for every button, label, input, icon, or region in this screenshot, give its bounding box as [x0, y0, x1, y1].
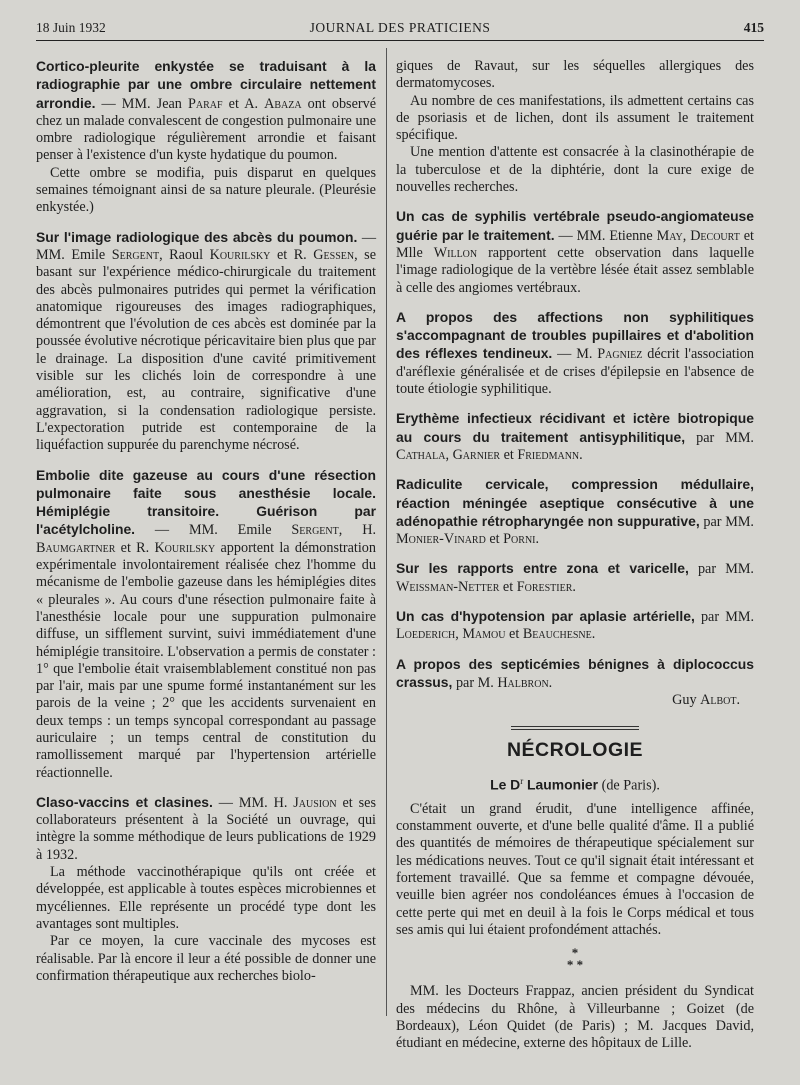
author-name: Gessen — [313, 246, 355, 263]
article-body: apportent la démonstration expérimentale involontairement réalisée chez l'homme du mécanisme de l'embolie gazeuse dans les hémiplégies dites « pleurales ». Au cours d'une résection pulmonaire faite à l'anesthésie locale pour une suppuration pulmonaire diffuse, un sifflement survint, suivi immédiatement d'une hémiplégie transitoire. L'observation a permis de constater : 1° que l'embolie était vraisemblablement constitué non pas par l'air, mais par une spume formé instantanément sur les parois de la veine ; 2° que les accidents survenaient en deux temps : un temps syncopal correspondant au passage auriculaire ; un temps central de constitution du ramollissement marqué par l'hypertension artérielle réactionnelle. — [36, 539, 376, 781]
author-name: Paraf — [187, 95, 223, 112]
paragraph: Une mention d'attente est consacrée à la clasinothérapie de la tuberculose et de la diphtérie, dont la cure exige de nouvelles recherches. — [396, 144, 754, 196]
section-divider — [511, 726, 639, 730]
left-column — [36, 58, 376, 985]
author-name: Garnier — [452, 446, 501, 463]
article-troubles-pupillaires: A propos des affections non syphilitiques s'accompagnant de troubles pupillaires et d'abolition des réflexes tendineux. — M. Pagniez décrit l'association d'aréflexie généralisée et de crises d'épilepsie en l'absence de toute étiologie syphilitique. — [396, 308, 754, 398]
article-cortico-pleurite: Cortico-pleurite enkystée se traduisant à la radiographie par une ombre circulaire nettement arrondie. — MM. Jean Paraf et A. Abaza ont observé chez un malade convalescent de congestion pulmonaire une ombre radiologique régulièrement arrondie et faisant penser à l'existence d'un kyste hydatique du poumon. — [36, 58, 376, 164]
paragraph: Au nombre de ces manifestations, ils admettent certains cas de psoriasis et de lichen, dont ils assument le traitement spécifique. — [396, 92, 754, 144]
article-claso-vaccins: Claso-vaccins et clasines. — MM. H. Jausion et ses collaborateurs présentent à la Société un ouvrage, qui intègre la somme méthodique de leurs publications de 1929 à 1932. — [36, 793, 376, 863]
article-hypotension: Un cas d'hypotension par aplasie artérielle, par MM. Loederich, Mamou et Beauchesne. — [396, 608, 754, 643]
article-body: et ses collaborateurs présentent à la Société un ouvrage, qui intègre la somme méthodique de leurs publications de 1929 à 1932. — [36, 794, 376, 863]
page-number: 415 — [743, 20, 764, 35]
paragraph: La méthode vaccinothérapique qu'ils ont créée et développée, est applicable à toutes espèces microbiennes et mycéliennes. Elle représente un procédé type dont les avantages sont multiples. — [36, 864, 376, 932]
paragraph: Par ce moyen, la cure vaccinale des mycoses est réalisable. Par là encore il leur a été possible de donner une confirmation thérapeutique aux recherches biolo- — [36, 933, 376, 984]
asterism: * * * — [566, 945, 584, 973]
running-header — [36, 16, 764, 41]
article-title: A propos des septicémies bénignes à diplococcus crassus, — [396, 655, 754, 690]
article-septicemies: A propos des septicémies bénignes à diplococcus crassus, par M. Halbron. — [396, 655, 754, 691]
author-name: Beauchesne — [522, 626, 592, 643]
author-name: Monier-Vinard — [396, 531, 486, 548]
author-name: Decourt — [690, 227, 740, 244]
header-journal-title: JOURNAL DES PRATICIENS — [309, 20, 491, 35]
obituary-subject: Le $D^r$ Laumonier (de Paris). — [490, 775, 660, 794]
author-name: Mamou — [462, 626, 506, 643]
article-body: ont observé chez un malade convalescent de congestion pulmonaire une ombre radiologique régulièrement arrondie et faisant penser à l'existence d'un kyste hydatique du poumon. — [36, 95, 376, 164]
author-name: Weissman-Netter — [396, 578, 500, 595]
author-name: Sergent — [111, 246, 160, 263]
author-name: Halbron — [497, 674, 549, 691]
necrologie-heading: NÉCROLOGIE — [506, 738, 644, 761]
article-title: Un cas de syphilis vertébrale pseudo-angiomateuse guérie par le traitement. — [396, 208, 754, 243]
article-title: Sur les rapports entre zona et varicelle, — [396, 560, 689, 577]
article-title: Embolie dite gazeuse au cours d'une résection pulmonaire faite sous anesthésie locale. Hémiplégie transitoire. Guérison par l'acétylcholine. — [36, 466, 376, 538]
author-name: Forestier — [516, 578, 573, 595]
article-body: , se basant sur l'expérience médico-chirurgicale du traitement des abcès pulmonaires putrides qui permet la vérification anatomique rigoureuses des images radiographiques, démontrent que l'évolution de ces abcès est dominée par la poussée évolutive nécrotique péricavitaire bien plus que par le drainage. La disposition d'une cavité primitivement visible sur les clichés loin de correspondre à une amélioration, est, au contraire, significative d'une aggravation, si la condensation radiologique persiste. L'expectoration putride est contemporaine de la liquéfaction suppurée du parenchyme nécrosé. — [36, 246, 376, 454]
author-name: Kourilsky — [154, 539, 216, 556]
author-name: Loederich — [396, 626, 456, 643]
author-name: Friedmann — [517, 446, 580, 463]
author-name: Porni — [503, 531, 536, 548]
author-name: Sergent — [291, 522, 339, 539]
article-title: Erythème infectieux récidivant et ictère biotropique au cours du traitement antisyphilitique, — [396, 410, 754, 445]
author-name: Pagniez — [597, 346, 643, 363]
article-zona-varicelle: Sur les rapports entre zona et varicelle, par MM. Weissman-Netter et Forestier. — [396, 560, 754, 595]
article-body: rapportent cette observation dans laquelle l'image radiologique de la vertèbre lésée était assez semblable à celle des angiomes vertébraux. — [396, 244, 754, 296]
author-name: Jausion — [293, 794, 337, 811]
article-radiculite: Radiculite cervicale, compression médullaire, réaction méningée aseptique consécutive à une adénopathie rétropharyngée non suppurative, par MM. Monier-Vinard et Porni. — [396, 476, 754, 548]
article-title: Claso-vaccins et clasines. — [36, 793, 213, 810]
article-title: Un cas d'hypotension par aplasie artérielle, — [396, 608, 695, 625]
article-title: Sur l'image radiologique des abcès du poumon. — [36, 228, 358, 245]
author-name: Kourilsky — [209, 246, 271, 263]
article-title: A propos des affections non syphilitiques s'accompagnant de troubles pupillaires et d'abolition des réflexes tendineux. — [396, 308, 754, 362]
article-syphilis-vertebrale: Un cas de syphilis vertébrale pseudo-angiomateuse guérie par le traitement. — MM. Etienne May, Decourt et Mlle Willon rapportent cette observation dans laquelle l'image radiologique de la vertèbre lésée était assez semblable à celle des angiomes vertébraux. — [396, 208, 755, 296]
paragraph: giques de Ravaut, sur les séquelles allergiques des dermatomycoses. — [396, 58, 754, 92]
article-erytheme: Erythème infectieux récidivant et ictère biotropique au cours du traitement antisyphilitique, par MM. Cathala, Garnier et Friedmann. — [396, 410, 754, 463]
article-embolie-gazeuse: Embolie dite gazeuse au cours d'une résection pulmonaire faite sous anesthésie locale. Hémiplégie transitoire. Guérison par l'acétylcholine. — MM. Emile Sergent, H. Baumgartner et R. Kourilsky apportent la démonstration expérimentale involontairement réalisée chez l'homme du mécanisme de l'embolie gazeuse dans les hémiplégies dites « pleurales ». Au cours d'une résection pulmonaire faite à l'anesthésie locale pour une suppuration pulmonaire diffuse, un sifflement survint, suivi immédiatement d'une hémiplégie transitoire. L'observation a permis de constater : 1° que l'embolie était vraisemblablement constitué non pas par l'air, mais par une spume formé instantanément sur les parois de la veine ; 2° que les accidents survenaient en deux temps : un temps syncopal correspondant au passage auriculaire ; un temps central de constitution du ramollissement marqué par l'hypertension artérielle réactionnelle. — [36, 466, 376, 781]
column-divider — [386, 48, 387, 1016]
obituary-text: C'était un grand érudit, d'une intelligence affinée, constamment ouverte, et d'une belle qualité d'âme. Il a publié des quantités de mémoires de thérapeutique spécialement sur les médications neuves. Tout ce qu'il signait était intéressant et fortement travaillé. Que sa femme et compagne dévouée, veuille bien agréer nos condoléances émues à l'occasion de cette perte qui met en deuil à la fois le Corps médical et tous ses amis qui lui étaient profondément attachés. — [396, 800, 754, 938]
article-title: Radiculite cervicale, compression médullaire, réaction méningée aseptique consécutive à une adénopathie rétropharyngée non suppurative, — [396, 476, 754, 529]
article-abces-poumon: Sur l'image radiologique des abcès du poumon. — MM. Emile Sergent, Raoul Kourilsky et R. Gessen, se basant sur l'expérience médico-chirurgicale du traitement des abcès pulmonaires putrides qui permet la vérification anatomique rigoureuses des images radiographiques, démontrent que l'évolution de ces abcès est dominée par la poussée évolutive nécrotique péricavitaire bien plus que par le drainage. La disposition d'une cavité primitivement visible sur les clichés loin de correspondre à une amélioration, est, au contraire, significative d'une aggravation, si la condensation radiologique persiste. L'expectoration putride est contemporaine de la liquéfaction suppurée du parenchyme nécrosé. — [36, 228, 377, 454]
author-name: Cathala — [396, 446, 446, 463]
author-name: Baumgartner — [36, 539, 116, 556]
author-name: May — [656, 227, 683, 244]
article-body: décrit l'association d'aréflexie généralisée et de crises d'épilepsie en l'absence de toute étiologie syphilitique. — [396, 346, 754, 398]
header-date: 18 Juin 1932 — [36, 20, 106, 35]
paragraph: Cette ombre se modifia, puis disparut en quelques semaines témoignant ainsi de sa nature pleurale. (Pleurésie enkystée.) — [36, 164, 376, 216]
right-column — [396, 58, 754, 1052]
author-name: Abaza — [264, 95, 302, 112]
signature: Guy Albot. — [672, 692, 740, 709]
obituary-list: MM. les Docteurs Frappaz, ancien président du Syndicat des médecins du Rhône, à Villeurbanne ; Goizet (de Bordeaux), Léon Quidet (de Paris) ; M. Jacques David, étudiant en médecine, externe des hôpitaux de Lille. — [396, 983, 754, 1052]
article-title: Cortico-pleurite enkystée se traduisant à la radiographie par une ombre circulaire nettement arrondie. — [36, 58, 376, 111]
author-name: Willon — [433, 244, 478, 261]
